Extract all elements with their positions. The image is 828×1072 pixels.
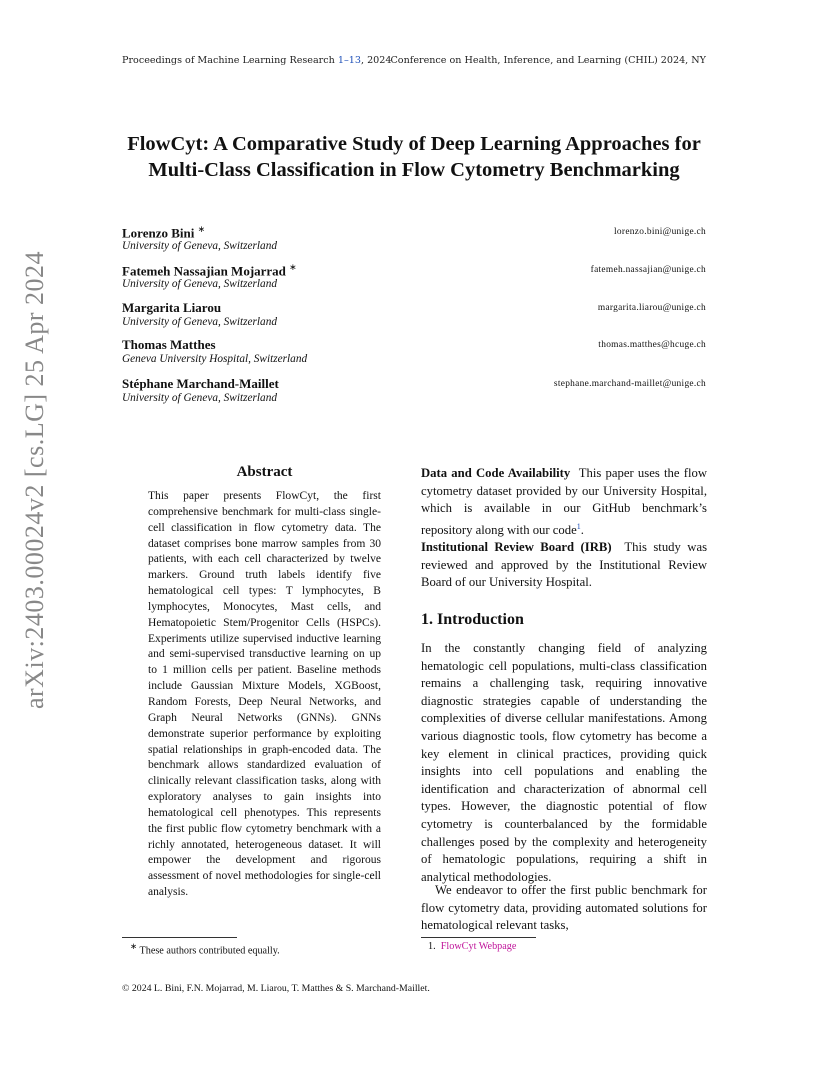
irb-paragraph xyxy=(421,539,707,592)
author-affiliation: University of Geneva, Switzerland xyxy=(122,316,277,328)
footnote-rule-left xyxy=(122,937,237,938)
data-availability-paragraph: Data and Code Availability This paper uses the flow cytometry dataset provided by our University Hospital, which is available in our GitHub benchmark’s repository along with our code$^1$. xyxy=(421,466,708,538)
author-email[interactable]: thomas.matthes@hcuge.ch xyxy=(598,340,706,350)
proceedings-year: , 2024 xyxy=(360,55,392,66)
footnote-number: 1. xyxy=(428,941,436,952)
author-affiliation: University of Geneva, Switzerland xyxy=(122,392,277,404)
equal-contribution-mark: ∗ xyxy=(197,224,206,234)
footnote-mark: ∗ xyxy=(130,941,138,951)
abstract-heading: Abstract xyxy=(236,464,293,480)
proceedings-pages-link[interactable]: 1–13 xyxy=(337,55,361,66)
copyright-notice: © 2024 L. Bini, F.N. Mojarrad, M. Liarou, T. Matthes & S. Marchand-Maillet. xyxy=(122,983,430,994)
arxiv-stamp-text: arXiv:2403.00024v2 [cs.LG] 25 Apr 2024 xyxy=(20,250,49,710)
abstract-text: This paper presents FlowCyt, the first comprehensive benchmark for multi-class single-cell classification in flow cytometry data. The dataset comprises bone marrow samples from 30 patients, with each cell characterized by twelve markers. Ground truth labels identify five hematological cell types: T lymphocytes, B lymphocytes, Monocytes, Mast cells, and Hematopoietic Stem/Progenitor Cells (HSPCs). Experiments utilize supervised inductive learning and semi-supervised transductive learning on up to 1 million cells per patient. Baseline methods include Gaussian Mixture Models, XGBoost, Random Forests, Deep Neural Networks, and Graph Neural Networks (GNNs). GNNs demonstrate superior performance by exploiting spatial relationships in graph-encoded data. The benchmark allows standardized evaluation of clinically relevant classification tasks, along with exploratory analyses to gain insights into hematological cell phenotypes. This represents the first public flow cytometry benchmark with a richly annotated, heterogeneous dataset. It will empower the development and rigorous assessment of novel methodologies for single-cell analysis. xyxy=(148,490,381,899)
running-header-conference: Conference on Health, Inference, and Learning (CHIL) 2024, NY xyxy=(390,55,706,66)
footnote-equal-contribution: ∗ These authors contributed equally. xyxy=(130,941,280,957)
arxiv-stamp xyxy=(15,250,55,710)
running-header-proceedings xyxy=(122,55,392,66)
author-name: Margarita Liarou xyxy=(122,300,222,315)
section-heading-introduction: 1. Introduction xyxy=(421,611,524,628)
introduction-paragraph-2: We endeavor to offer the first public benchmark for flow cytometry data, providing automated solutions for hematological relevant tasks, xyxy=(421,883,707,933)
data-availability-heading: Data and Code Availability xyxy=(421,466,571,480)
author-name: Fatemeh Nassajian Mojarrad ∗ xyxy=(122,262,297,279)
author-email[interactable]: stephane.marchand-maillet@unige.ch xyxy=(553,379,706,389)
author-name: Thomas Matthes xyxy=(122,337,216,352)
flowcyt-webpage-link[interactable]: FlowCyt Webpage xyxy=(440,941,517,952)
footnote-marker[interactable]: 1 xyxy=(576,521,581,531)
irb-heading: Institutional Review Board (IRB) xyxy=(421,540,612,554)
author-email[interactable]: lorenzo.bini@unige.ch xyxy=(614,227,706,237)
footnote-rule-right xyxy=(421,937,536,938)
author-affiliation: University of Geneva, Switzerland xyxy=(122,240,277,252)
author-email[interactable]: fatemeh.nassajian@unige.ch xyxy=(590,265,706,275)
equal-contribution-mark: ∗ xyxy=(289,262,297,272)
author-name: Stéphane Marchand-Maillet xyxy=(122,376,279,391)
introduction-paragraph-1: In the constantly changing field of analyzing hematologic cell populations, multi-class classification remains a challenging task, requiring innovative diagnostic strategies capable of understanding the complexities of diverse cellular manifestations. Among various diagnostic tools, flow cytometry has become a key element in clinical practices, providing quick insights into cell populations and enabling the identification and characterization of abnormal cell types. However, the diagnostic potential of flow cytometry is counterbalanced by the formidable challenges posed by the complexity and heterogeneity of hematologic populations, requiring a shift in analytical methodologies. xyxy=(421,641,707,884)
author-affiliation: Geneva University Hospital, Switzerland xyxy=(122,353,308,365)
footnote-webpage xyxy=(428,941,516,952)
paper-title: FlowCyt: A Comparative Study of Deep Learning Approaches for Multi-Class Classification in Flow Cytometry Benchmarking xyxy=(127,133,701,181)
data-availability-text: This paper uses the flow cytometry dataset provided by our University Hospital, which is available in our GitHub benchmark’s repository along with our code xyxy=(421,466,708,538)
proceedings-name: Proceedings of Machine Learning Research xyxy=(122,55,338,66)
author-name: Lorenzo Bini ∗ xyxy=(122,224,206,241)
irb-text: This study was reviewed and approved by the Institutional Review Board of our University Hospital. xyxy=(421,540,708,590)
author-affiliation: University of Geneva, Switzerland xyxy=(122,278,277,290)
author-email[interactable]: margarita.liarou@unige.ch xyxy=(597,303,706,313)
